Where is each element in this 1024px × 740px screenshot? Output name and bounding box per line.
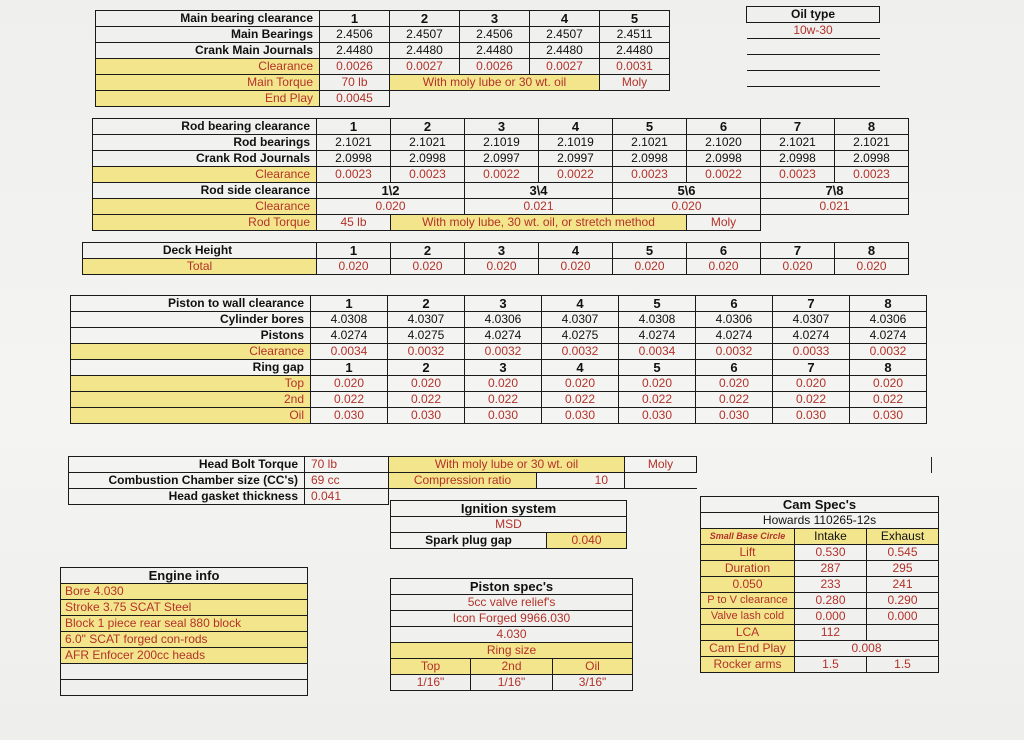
ring-col: 8 — [850, 360, 927, 376]
main-clearance-label: Clearance — [96, 59, 320, 75]
ring-oil-value: 0.030 — [388, 408, 465, 424]
ring-second-value: 0.022 — [388, 392, 465, 408]
piston-size-value: 4.0275 — [388, 328, 465, 344]
deck-col: 5 — [613, 243, 687, 259]
ring-second-value: 0.022 — [311, 392, 388, 408]
deck-col: 3 — [465, 243, 539, 259]
engine-blank-row — [61, 680, 308, 696]
rod-journal-value: 2.0998 — [761, 151, 835, 167]
ring-size-col: Oil — [553, 659, 633, 675]
main-clearance-value: 0.0027 — [390, 59, 460, 75]
rod-col: 3 — [465, 119, 539, 135]
chamber-value: 69 cc — [305, 473, 389, 489]
ring-col: 4 — [542, 360, 619, 376]
piston-bore-value: 4.0306 — [465, 312, 542, 328]
main-torque-value: 70 lb — [320, 75, 390, 91]
ring-oil-value: 0.030 — [773, 408, 850, 424]
cam-exhaust-value: 295 — [867, 561, 939, 577]
piston-clearance-value: 0.0032 — [465, 344, 542, 360]
ring-second-value: 0.022 — [465, 392, 542, 408]
oil-type-title: Oil type — [747, 7, 880, 23]
piston-clearance-value: 0.0032 — [542, 344, 619, 360]
rod-bearings-label: Rod bearings — [93, 135, 317, 151]
rod-side-clearance-value: 0.021 — [761, 199, 909, 215]
rod-clearance-value: 0.0023 — [613, 167, 687, 183]
rod-col: 1 — [317, 119, 391, 135]
main-endplay-value: 0.0045 — [320, 91, 390, 107]
main-journal-value: 2.4480 — [530, 43, 600, 59]
rod-torque-label: Rod Torque — [93, 215, 317, 231]
ring-second-value: 0.022 — [542, 392, 619, 408]
oil-type-value: 10w-30 — [747, 23, 880, 39]
rod-torque-value: 45 lb — [317, 215, 391, 231]
piston-col: 7 — [773, 296, 850, 312]
piston-spec-line: 5cc valve relief's — [391, 595, 633, 611]
piston-bore-value: 4.0307 — [388, 312, 465, 328]
main-journals-label: Crank Main Journals — [96, 43, 320, 59]
engine-info-title: Engine info — [61, 568, 308, 584]
rod-bearing-value: 2.1021 — [613, 135, 687, 151]
piston-spec-line: Icon Forged 9966.030 — [391, 611, 633, 627]
piston-col: 2 — [388, 296, 465, 312]
ring-second-value: 0.022 — [773, 392, 850, 408]
gasket-label: Head gasket thickness — [69, 489, 305, 505]
rod-clearance-value: 0.0023 — [317, 167, 391, 183]
compression-value: 10 — [537, 473, 625, 489]
cam-row-label: 0.050 — [701, 577, 795, 593]
main-torque-note: With moly lube or 30 wt. oil — [390, 75, 600, 91]
rod-journals-label: Crank Rod Journals — [93, 151, 317, 167]
piston-clearance-value: 0.0033 — [773, 344, 850, 360]
piston-size-value: 4.0274 — [850, 328, 927, 344]
piston-size-value: 4.0274 — [619, 328, 696, 344]
main-bearing-value: 2.4511 — [600, 27, 670, 43]
rod-title: Rod bearing clearance — [93, 119, 317, 135]
piston-size-value: 4.0275 — [542, 328, 619, 344]
cam-exhaust-header: Exhaust — [867, 529, 939, 545]
ring-col: 6 — [696, 360, 773, 376]
cam-spec-title: Cam Spec's — [701, 497, 939, 513]
rod-clearance-value: 0.0022 — [539, 167, 613, 183]
empty-cell — [867, 625, 939, 641]
deck-total-label: Total — [83, 259, 317, 275]
cam-row-label: Lift — [701, 545, 795, 561]
piston-size-value: 4.0274 — [696, 328, 773, 344]
ring-top-value: 0.020 — [773, 376, 850, 392]
engine-info-item: 6.0" SCAT forged con-rods — [61, 632, 308, 648]
rod-torque-note: With moly lube, 30 wt. oil, or stretch method — [391, 215, 687, 231]
main-journal-value: 2.4480 — [390, 43, 460, 59]
piston-size-value: 4.0274 — [465, 328, 542, 344]
engine-info-item: AFR Enfocer 200cc heads — [61, 648, 308, 664]
ring-top-value: 0.020 — [465, 376, 542, 392]
main-clearance-value: 0.0031 — [600, 59, 670, 75]
rod-side-clearance-value: 0.021 — [465, 199, 613, 215]
main-bearing-value: 2.4507 — [390, 27, 460, 43]
ring-second-value: 0.022 — [696, 392, 773, 408]
rod-clearance-value: 0.0022 — [687, 167, 761, 183]
cam-rocker-intake: 1.5 — [795, 657, 867, 673]
rod-bearing-value: 2.1021 — [391, 135, 465, 151]
main-journal-value: 2.4480 — [320, 43, 390, 59]
ring-size-title: Ring size — [391, 643, 633, 659]
rod-col: 6 — [687, 119, 761, 135]
main-clearance-value: 0.0027 — [530, 59, 600, 75]
ring-oil-value: 0.030 — [542, 408, 619, 424]
empty-cell — [390, 91, 670, 107]
rod-side-clearance-value: 0.020 — [613, 199, 761, 215]
engine-info-table — [60, 567, 308, 696]
piston-clearance-value: 0.0034 — [311, 344, 388, 360]
ring-size-value: 1/16" — [391, 675, 471, 691]
main-bearing-table — [95, 10, 670, 107]
ring-top-value: 0.020 — [850, 376, 927, 392]
ring-oil-value: 0.030 — [311, 408, 388, 424]
rod-bearing-value: 2.1021 — [317, 135, 391, 151]
engine-info-item: Stroke 3.75 SCAT Steel — [61, 600, 308, 616]
rod-bearing-value: 2.1021 — [835, 135, 909, 151]
ring-col: 3 — [465, 360, 542, 376]
piston-spec-table — [390, 578, 633, 691]
piston-bore-value: 4.0308 — [311, 312, 388, 328]
piston-size-value: 4.0274 — [773, 328, 850, 344]
deck-total-value: 0.020 — [613, 259, 687, 275]
ring-col: 2 — [388, 360, 465, 376]
deck-col: 6 — [687, 243, 761, 259]
main-torque-label: Main Torque — [96, 75, 320, 91]
deck-height-table — [82, 242, 909, 275]
rod-bearing-value: 2.1019 — [465, 135, 539, 151]
rod-col: 7 — [761, 119, 835, 135]
main-col: 3 — [460, 11, 530, 27]
ring-second-value: 0.022 — [850, 392, 927, 408]
ring-size-value: 1/16" — [471, 675, 553, 691]
piston-bore-value: 4.0307 — [542, 312, 619, 328]
spark-gap-value: 0.040 — [547, 533, 627, 549]
cam-endplay-value: 0.008 — [795, 641, 939, 657]
cam-row-label: P to V clearance — [701, 593, 795, 609]
rod-bearing-value: 2.1020 — [687, 135, 761, 151]
main-col: 5 — [600, 11, 670, 27]
ring-oil-value: 0.030 — [850, 408, 927, 424]
cam-exhaust-value: 0.290 — [867, 593, 939, 609]
head-torque-value: 70 lb — [305, 457, 389, 473]
oil-blank-row — [747, 39, 880, 55]
oil-type-table — [746, 6, 880, 87]
cam-intake-value: 233 — [795, 577, 867, 593]
rod-side-col: 7\8 — [761, 183, 909, 199]
spark-gap-label: Spark plug gap — [391, 533, 547, 549]
rod-side-clearance-value: 0.020 — [317, 199, 465, 215]
empty-cell — [761, 215, 909, 231]
piston-size-value: 4.0274 — [311, 328, 388, 344]
ignition-title: Ignition system — [391, 501, 627, 517]
engine-blank-row — [61, 664, 308, 680]
ring-size-col: 2nd — [471, 659, 553, 675]
cam-intake-value: 0.000 — [795, 609, 867, 625]
piston-bore-value: 4.0306 — [696, 312, 773, 328]
piston-clearance-value: 0.0032 — [850, 344, 927, 360]
engine-info-item: Block 1 piece rear seal 880 block — [61, 616, 308, 632]
cam-intake-value: 0.280 — [795, 593, 867, 609]
ring-top-value: 0.020 — [311, 376, 388, 392]
piston-bore-value: 4.0307 — [773, 312, 850, 328]
deck-col: 1 — [317, 243, 391, 259]
cam-exhaust-value: 0.545 — [867, 545, 939, 561]
cam-base-circle-label: Small Base Circle — [701, 529, 795, 545]
text-cursor — [931, 457, 932, 473]
piston-col: 4 — [542, 296, 619, 312]
main-col: 4 — [530, 11, 600, 27]
main-col: 1 — [320, 11, 390, 27]
rod-journal-value: 2.0997 — [539, 151, 613, 167]
rod-journal-value: 2.0997 — [465, 151, 539, 167]
piston-pistons-label: Pistons — [71, 328, 311, 344]
rod-side-col: 3\4 — [465, 183, 613, 199]
oil-blank-row — [747, 71, 880, 87]
ring-size-value: 3/16" — [553, 675, 633, 691]
rod-journal-value: 2.0998 — [687, 151, 761, 167]
ring-col: 1 — [311, 360, 388, 376]
deck-total-value: 0.020 — [761, 259, 835, 275]
rod-clearance-value: 0.0023 — [835, 167, 909, 183]
rod-side-col: 5\6 — [613, 183, 761, 199]
main-journal-value: 2.4480 — [600, 43, 670, 59]
rod-col: 5 — [613, 119, 687, 135]
rod-side-label: Rod side clearance — [93, 183, 317, 199]
ring-col: 5 — [619, 360, 696, 376]
rod-clearance-label: Clearance — [93, 167, 317, 183]
cam-intake-value: 0.530 — [795, 545, 867, 561]
cam-exhaust-value: 0.000 — [867, 609, 939, 625]
deck-col: 2 — [391, 243, 465, 259]
piston-col: 3 — [465, 296, 542, 312]
piston-col: 1 — [311, 296, 388, 312]
deck-col: 7 — [761, 243, 835, 259]
ignition-table — [390, 500, 627, 549]
ring-top-value: 0.020 — [542, 376, 619, 392]
deck-col: 8 — [835, 243, 909, 259]
main-col: 2 — [390, 11, 460, 27]
ring-oil-value: 0.030 — [696, 408, 773, 424]
rod-bearing-value: 2.1019 — [539, 135, 613, 151]
deck-total-value: 0.020 — [539, 259, 613, 275]
piston-col: 6 — [696, 296, 773, 312]
empty-cell — [625, 473, 697, 489]
rod-journal-value: 2.0998 — [835, 151, 909, 167]
piston-clearance-value: 0.0034 — [619, 344, 696, 360]
head-torque-moly: Moly — [625, 457, 697, 473]
oil-blank-row — [747, 55, 880, 71]
rod-bearing-value: 2.1021 — [761, 135, 835, 151]
main-title: Main bearing clearance — [96, 11, 320, 27]
main-torque-moly: Moly — [600, 75, 670, 91]
cam-intake-header: Intake — [795, 529, 867, 545]
cam-lca-label: LCA — [701, 625, 795, 641]
main-journal-value: 2.4480 — [460, 43, 530, 59]
main-clearance-value: 0.0026 — [460, 59, 530, 75]
piston-col: 8 — [850, 296, 927, 312]
main-bearing-value: 2.4506 — [460, 27, 530, 43]
rod-col: 4 — [539, 119, 613, 135]
rod-side-clearance-label: Clearance — [93, 199, 317, 215]
cam-rocker-label: Rocker arms — [701, 657, 795, 673]
piston-clearance-value: 0.0032 — [388, 344, 465, 360]
main-clearance-value: 0.0026 — [320, 59, 390, 75]
main-endplay-label: End Play — [96, 91, 320, 107]
piston-title: Piston to wall clearance — [71, 296, 311, 312]
piston-clearance-value: 0.0032 — [696, 344, 773, 360]
rod-clearance-value: 0.0022 — [465, 167, 539, 183]
cam-endplay-label: Cam End Play — [701, 641, 795, 657]
ring-top-value: 0.020 — [619, 376, 696, 392]
rod-journal-value: 2.0998 — [317, 151, 391, 167]
head-torque-label: Head Bolt Torque — [69, 457, 305, 473]
deck-total-value: 0.020 — [317, 259, 391, 275]
cam-lca-value: 112 — [795, 625, 867, 641]
gasket-value: 0.041 — [305, 489, 389, 505]
piston-spec-line: 4.030 — [391, 627, 633, 643]
rod-bearing-table — [92, 118, 909, 231]
ring-top-value: 0.020 — [696, 376, 773, 392]
cam-spec-table — [700, 496, 939, 673]
ring-second-value: 0.022 — [619, 392, 696, 408]
deck-title: Deck Height — [83, 243, 317, 259]
cam-row-label: Valve lash cold — [701, 609, 795, 625]
deck-total-value: 0.020 — [835, 259, 909, 275]
engine-info-item: Bore 4.030 — [61, 584, 308, 600]
piston-clearance-label: Clearance — [71, 344, 311, 360]
rod-col: 2 — [391, 119, 465, 135]
deck-col: 4 — [539, 243, 613, 259]
ring-second-label: 2nd — [71, 392, 311, 408]
chamber-label: Combustion Chamber size (CC's) — [69, 473, 305, 489]
ring-top-value: 0.020 — [388, 376, 465, 392]
main-bearings-label: Main Bearings — [96, 27, 320, 43]
deck-total-value: 0.020 — [465, 259, 539, 275]
piston-spec-title: Piston spec's — [391, 579, 633, 595]
ring-gap-label: Ring gap — [71, 360, 311, 376]
ring-oil-value: 0.030 — [465, 408, 542, 424]
rod-clearance-value: 0.0023 — [761, 167, 835, 183]
main-bearing-value: 2.4507 — [530, 27, 600, 43]
ring-oil-label: Oil — [71, 408, 311, 424]
cam-row-label: Duration — [701, 561, 795, 577]
ignition-value: MSD — [391, 517, 627, 533]
deck-total-value: 0.020 — [391, 259, 465, 275]
head-torque-note: With moly lube or 30 wt. oil — [389, 457, 625, 473]
rod-side-col: 1\2 — [317, 183, 465, 199]
ring-top-label: Top — [71, 376, 311, 392]
cam-exhaust-value: 241 — [867, 577, 939, 593]
rod-col: 8 — [835, 119, 909, 135]
main-bearing-value: 2.4506 — [320, 27, 390, 43]
cam-rocker-exhaust: 1.5 — [867, 657, 939, 673]
rod-torque-moly: Moly — [687, 215, 761, 231]
compression-label: Compression ratio — [389, 473, 537, 489]
cam-intake-value: 287 — [795, 561, 867, 577]
cam-model: Howards 110265-12s — [701, 513, 939, 529]
piston-col: 5 — [619, 296, 696, 312]
head-table — [68, 456, 697, 505]
deck-total-value: 0.020 — [687, 259, 761, 275]
piston-wall-table — [70, 295, 927, 424]
ring-size-col: Top — [391, 659, 471, 675]
ring-col: 7 — [773, 360, 850, 376]
rod-journal-value: 2.0998 — [391, 151, 465, 167]
rod-clearance-value: 0.0023 — [391, 167, 465, 183]
piston-bores-label: Cylinder bores — [71, 312, 311, 328]
piston-bore-value: 4.0306 — [850, 312, 927, 328]
rod-journal-value: 2.0998 — [613, 151, 687, 167]
piston-bore-value: 4.0308 — [619, 312, 696, 328]
ring-oil-value: 0.030 — [619, 408, 696, 424]
